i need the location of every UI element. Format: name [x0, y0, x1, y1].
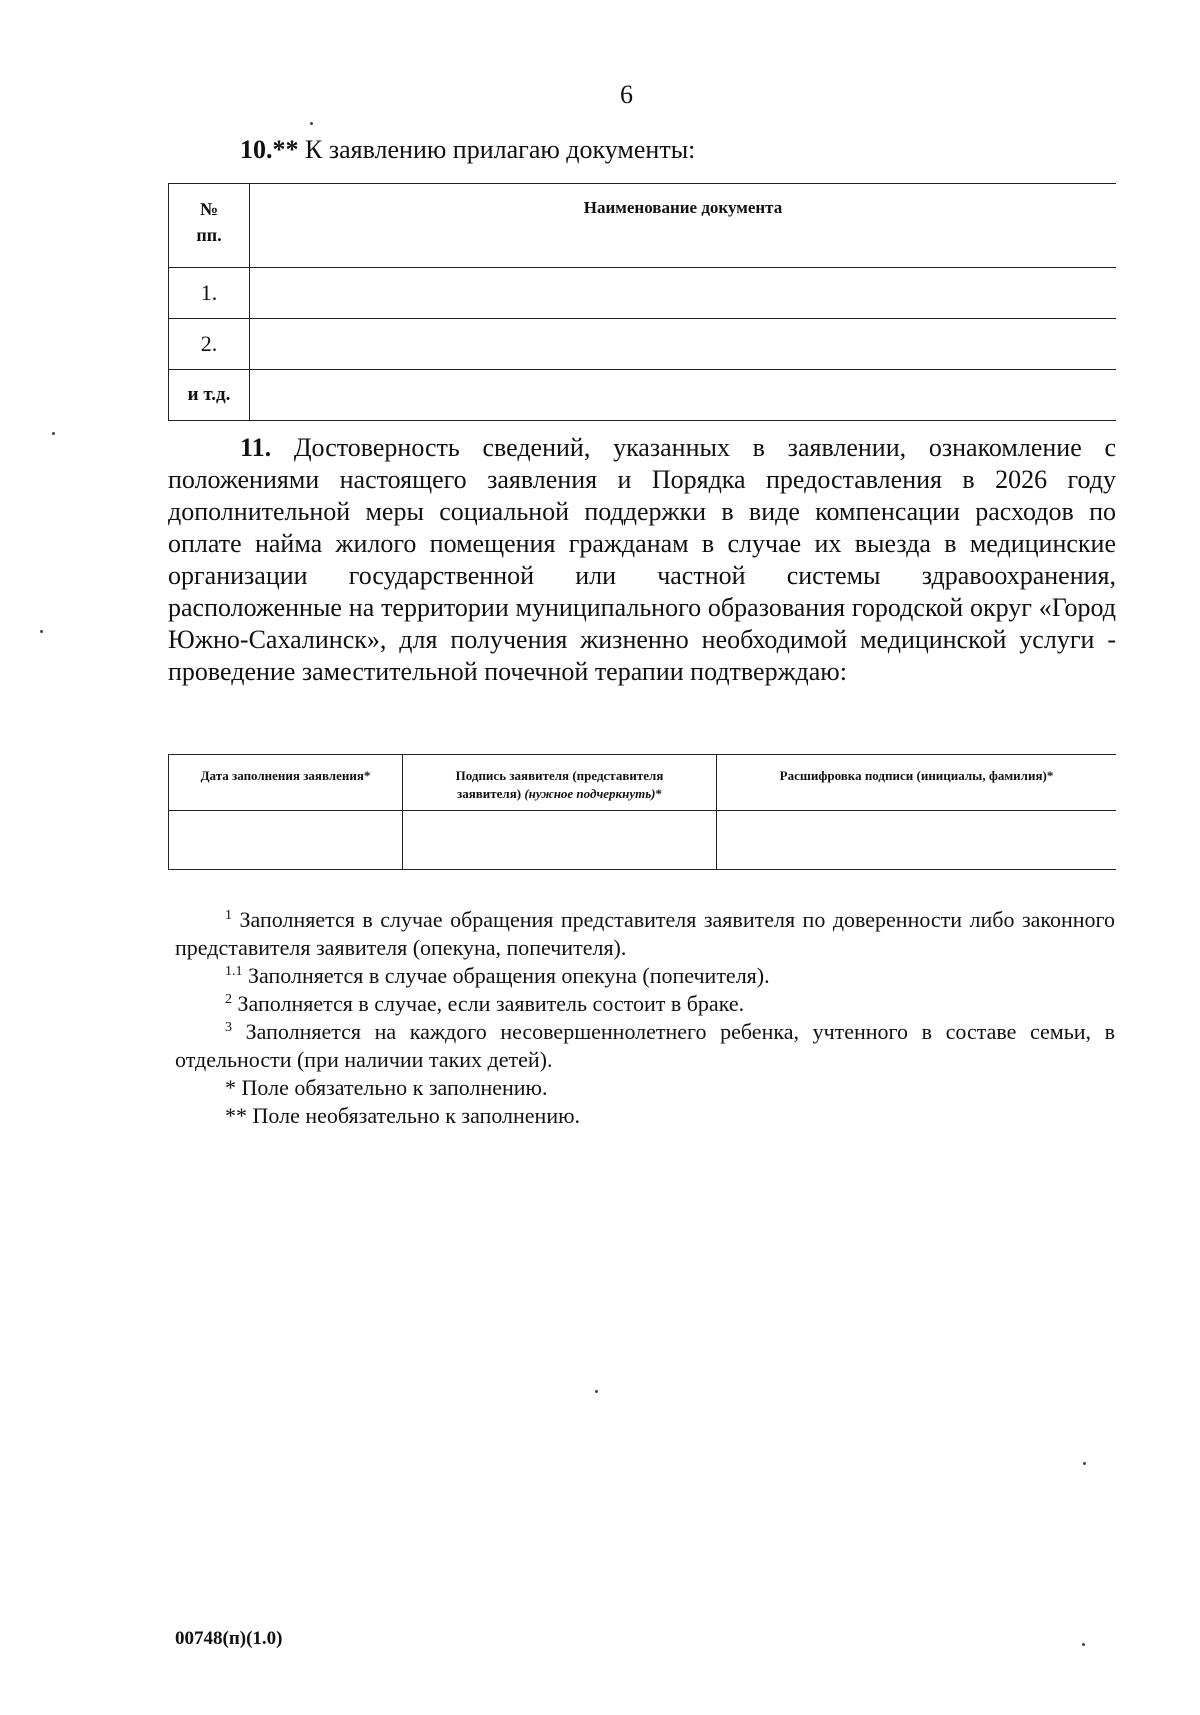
signature-field[interactable]	[403, 811, 717, 870]
footnote-3	[175, 1018, 1115, 1074]
footnote-2-text: Заполняется в случае, если заявитель состоит в браке.	[237, 991, 745, 1016]
scan-speck	[595, 1390, 598, 1393]
scan-speck	[1083, 1462, 1086, 1465]
header-number-pp: пп.	[196, 225, 222, 245]
row-number: и т.д.	[169, 370, 250, 421]
required-field-note: * Поле обязательно к заполнению.	[225, 1075, 548, 1100]
documents-table	[168, 183, 1116, 421]
header-document-name: Наименование документа	[250, 184, 1117, 268]
row-number: 2.	[169, 319, 250, 370]
footnote-1-1-mark: 1.1	[225, 964, 243, 979]
signature-transcript-field[interactable]	[717, 811, 1117, 870]
footnote-1-1-text: Заполняется в случае обращения опекуна (попечителя).	[248, 963, 770, 988]
document-name-field[interactable]	[250, 370, 1117, 421]
signature-header-line1: Подпись заявителя (представителя	[455, 768, 664, 783]
document-name-field[interactable]	[250, 268, 1117, 319]
footnote-3-mark: 3	[225, 1020, 232, 1035]
footnote-2	[175, 990, 1115, 1018]
section-11-paragraph	[168, 432, 1116, 688]
footnote-2-mark: 2	[225, 992, 232, 1007]
scan-speck	[310, 122, 313, 125]
section-10-heading	[240, 135, 695, 165]
row-number: 1.	[169, 268, 250, 319]
signature-table	[168, 754, 1116, 870]
documents-table-header	[169, 184, 1117, 268]
table-row	[169, 370, 1117, 421]
optional-field-note: ** Поле необязательно к заполнению.	[225, 1103, 581, 1128]
footnote-1-text: Заполняется в случае обращения представителя заявителя по доверенности либо законного представителя заявителя (опекуна, попечителя).	[175, 907, 1116, 960]
footnote-3-text: Заполняется на каждого несовершеннолетнего ребенка, учтенного в составе семьи, в отдельности (при наличии таких детей).	[175, 1019, 1115, 1072]
signature-transcript-header: Расшифровка подписи (инициалы, фамилия)*	[717, 755, 1117, 811]
footnote-1	[175, 906, 1115, 962]
scan-speck	[40, 630, 43, 633]
signature-header-star: *	[655, 786, 662, 801]
section-11-text: Достоверность сведений, указанных в заявлении, ознакомление с положениями настоящего заявления и Порядка предоставления в 2026 году дополнительной меры социальной поддержки в виде компенсации расходов по оплате найма жилого помещения гражданам в случае их выезда в медицинские организации государственной или частной системы здравоохранения, расположенные на территории муниципального образования городской округ «Город Южно-Сахалинск», для получения жизненно необходимой медицинской услуги - проведение заместительной почечной терапии подтверждаю:	[168, 433, 1117, 686]
scan-speck	[1082, 1643, 1085, 1646]
signature-header-underline-note: (нужное подчеркнуть)	[524, 786, 656, 801]
header-number-cell	[169, 184, 250, 268]
scan-speck	[52, 432, 55, 435]
footnote-1-1	[175, 962, 1115, 990]
date-header: Дата заполнения заявления*	[169, 755, 403, 811]
form-code: 00748(п)(1.0)	[175, 1628, 283, 1649]
signature-header	[403, 755, 717, 811]
page-number: 6	[620, 80, 633, 109]
signature-table-header	[169, 755, 1117, 811]
signature-table-row	[169, 811, 1117, 870]
footnote-1-mark: 1	[225, 908, 232, 923]
table-row	[169, 268, 1117, 319]
date-field[interactable]	[169, 811, 403, 870]
footnotes	[175, 906, 1115, 1130]
document-name-field[interactable]	[250, 319, 1117, 370]
signature-header-line2	[404, 785, 715, 803]
section-10-number: 10.**	[240, 135, 299, 164]
section-11-number: 11.	[240, 433, 272, 462]
header-number-sign: №	[199, 199, 219, 219]
section-10-title: К заявлению прилагаю документы:	[305, 135, 696, 164]
table-row	[169, 319, 1117, 370]
signature-header-applicant: заявителя)	[456, 786, 522, 801]
